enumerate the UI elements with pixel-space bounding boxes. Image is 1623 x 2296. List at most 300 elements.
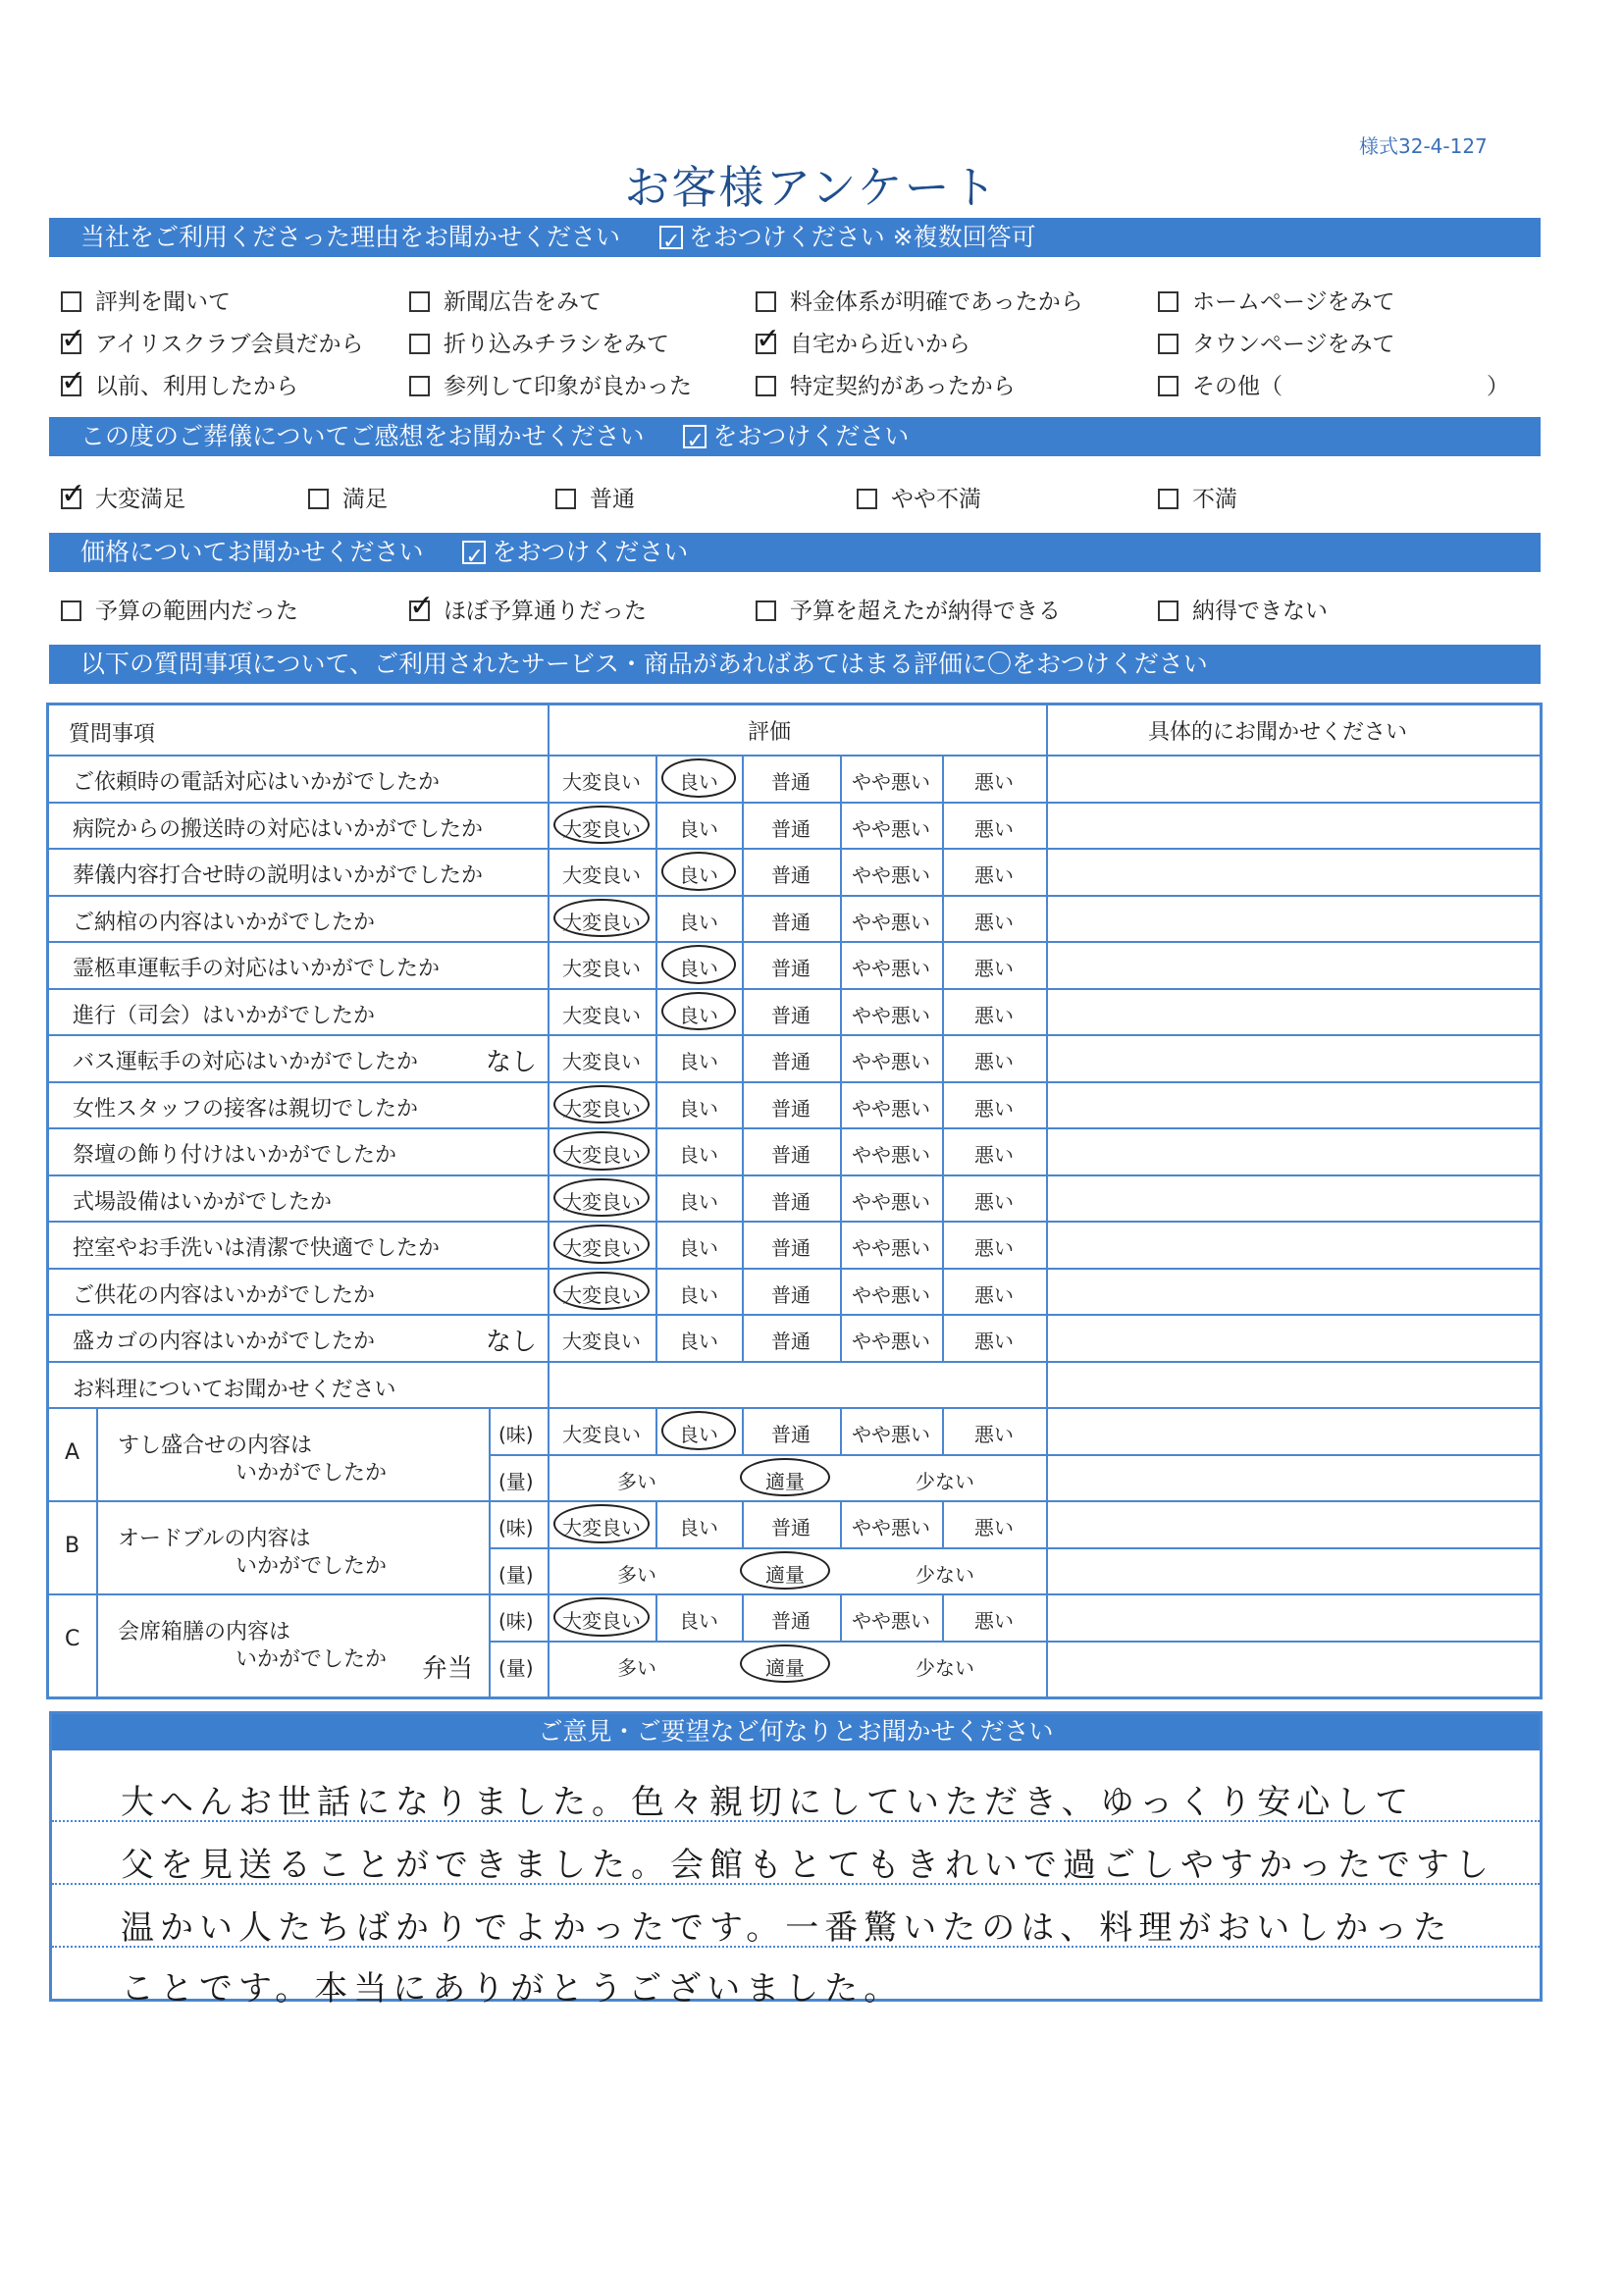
grid-line — [49, 1174, 1540, 1176]
checkbox-label: やや不満 — [891, 487, 981, 512]
rating-option[interactable]: 大変良い — [562, 1189, 641, 1214]
price-heading: 価格についてお聞かせください — [80, 538, 424, 566]
checkbox[interactable] — [61, 600, 81, 621]
question-text: 盛カゴの内容はいかがでしたか — [73, 1330, 376, 1354]
taste-label: (味) — [498, 1516, 534, 1539]
grid-line — [489, 1454, 1540, 1456]
checkbox-label: 納得できない — [1192, 599, 1328, 624]
rating-option[interactable]: 普通 — [771, 770, 811, 794]
checkbox-label: 予算の範囲内だった — [95, 599, 298, 624]
grid-line — [840, 1221, 842, 1268]
grid-line — [840, 1314, 842, 1361]
rating-option[interactable]: やや悪い — [852, 863, 930, 887]
rating-option[interactable]: 良い — [679, 1516, 718, 1539]
rating-option[interactable]: 良い — [679, 1096, 718, 1121]
selection-circle — [661, 945, 736, 984]
grid-line — [942, 1127, 944, 1174]
rating-option[interactable]: 悪い — [974, 957, 1014, 980]
grid-line — [49, 1081, 1540, 1083]
grid-line — [840, 1034, 842, 1081]
rating-option[interactable]: 良い — [679, 1143, 718, 1167]
rating-option[interactable]: 大変良い — [562, 1143, 641, 1167]
checkbox-icon — [462, 541, 486, 564]
grid-line — [49, 895, 1540, 897]
rating-option[interactable]: 大変良い — [562, 1330, 641, 1353]
instruction-text: をおつけください — [712, 422, 910, 450]
checkbox-option[interactable] — [1158, 481, 1237, 513]
question-text: バス運転手の対応はいかがでしたか — [73, 1050, 419, 1074]
selection-circle — [553, 806, 650, 845]
checkbox-label: 満足 — [342, 487, 388, 512]
checkbox-icon — [659, 226, 683, 249]
checkbox[interactable] — [409, 600, 430, 621]
taste-label: (味) — [498, 1609, 534, 1633]
checkbox-option[interactable] — [61, 368, 298, 400]
grid-line — [49, 755, 1540, 757]
checkbox-label: 特定契約があったから — [790, 374, 1016, 399]
grid-line — [742, 941, 744, 988]
grid-line — [49, 1500, 1540, 1502]
grid-line — [742, 1407, 744, 1454]
rating-option[interactable]: 良い — [679, 1423, 718, 1446]
grid-line — [655, 1500, 657, 1547]
grid-line — [840, 1127, 842, 1174]
grid-line — [742, 1034, 744, 1081]
rating-option[interactable]: 悪い — [974, 1236, 1014, 1260]
rating-option[interactable]: 大変良い — [562, 1609, 641, 1633]
grid-line — [840, 848, 842, 895]
selection-circle — [661, 992, 736, 1031]
checkbox[interactable] — [756, 291, 776, 312]
grid-line — [655, 1314, 657, 1361]
rating-option[interactable]: 大変良い — [562, 816, 641, 841]
handwritten-note: 弁当 — [422, 1654, 474, 1684]
rating-option[interactable]: やや悪い — [852, 910, 930, 934]
grid-line — [840, 1407, 842, 1454]
checkbox[interactable] — [61, 489, 81, 509]
rating-option[interactable]: 悪い — [974, 910, 1014, 934]
checkbox[interactable] — [555, 489, 576, 509]
grid-line — [742, 1081, 744, 1128]
food-item-name: オードブルの内容は — [118, 1527, 311, 1551]
selection-circle — [553, 1131, 650, 1171]
amount-option[interactable]: 少ない — [916, 1562, 974, 1587]
rating-option[interactable]: 悪い — [974, 1330, 1014, 1353]
grid-line — [49, 1361, 1540, 1363]
rating-option[interactable]: 良い — [679, 1236, 718, 1260]
checkbox-label: ホームページをみて — [1192, 289, 1395, 315]
grid-line — [96, 1407, 98, 1699]
grid-line — [942, 755, 944, 802]
checkbox-option[interactable] — [1158, 368, 1283, 400]
food-section-heading: お料理についてお聞かせください — [73, 1377, 396, 1402]
food-item-name: 会席箱膳の内容は — [118, 1620, 291, 1644]
checkbox-option[interactable] — [61, 326, 363, 358]
grid-line — [655, 1034, 657, 1081]
amount-option[interactable]: 適量 — [765, 1655, 805, 1680]
grid-line — [942, 1268, 944, 1315]
rating-option[interactable]: 良い — [679, 1189, 718, 1214]
selection-circle — [553, 1597, 650, 1637]
checkbox-label: 大変満足 — [95, 487, 185, 512]
grid-line — [655, 1174, 657, 1222]
question-text: 式場設備はいかがでしたか — [73, 1189, 333, 1215]
checkbox-label: 折り込みチラシをみて — [444, 332, 669, 357]
checkbox[interactable] — [61, 334, 81, 354]
rating-option[interactable]: 普通 — [771, 1003, 811, 1027]
rating-option[interactable]: やや悪い — [852, 770, 930, 794]
rating-option[interactable]: やや悪い — [852, 1189, 930, 1214]
rating-option[interactable]: 悪い — [974, 1143, 1014, 1167]
grid-line — [742, 848, 744, 895]
rating-option[interactable]: 悪い — [974, 1050, 1014, 1073]
amount-option[interactable]: 多い — [617, 1469, 656, 1493]
rating-option[interactable]: 良い — [679, 1003, 718, 1027]
grid-line — [742, 895, 744, 942]
grid-line — [489, 1407, 491, 1699]
question-text: ご依頼時の電話対応はいかがでしたか — [73, 770, 441, 795]
rating-option[interactable]: 普通 — [771, 1516, 811, 1539]
amount-option[interactable]: 少ない — [916, 1469, 974, 1493]
rating-option[interactable]: やや悪い — [852, 816, 930, 841]
price-instruction — [462, 538, 688, 566]
grid-line — [49, 941, 1540, 943]
grid-line — [840, 941, 842, 988]
checkbox-label: アイリスクラブ会員だから — [95, 332, 364, 357]
grid-line — [655, 1127, 657, 1174]
grid-line — [49, 1268, 1540, 1270]
rating-option[interactable]: やや悪い — [852, 1330, 930, 1353]
selection-circle — [553, 1225, 650, 1264]
reasons-instruction — [659, 223, 1036, 251]
rating-option[interactable]: 普通 — [771, 1609, 811, 1633]
rating-option[interactable]: 大変良い — [562, 1423, 641, 1446]
grid-line — [655, 755, 657, 802]
checkbox[interactable] — [1158, 334, 1178, 354]
checkbox-label: 新聞広告をみて — [444, 289, 602, 315]
rating-option[interactable]: やや悪い — [852, 1096, 930, 1121]
checkbox[interactable] — [409, 334, 430, 354]
grid-line — [742, 1314, 744, 1361]
food-item-question: いかがでしたか — [236, 1554, 388, 1579]
question-text: ご納棺の内容はいかがでしたか — [73, 910, 376, 935]
handwritten-note: なし — [486, 1048, 538, 1077]
checkbox[interactable] — [1158, 489, 1178, 509]
rating-option[interactable]: 悪い — [974, 1003, 1014, 1027]
grid-line — [49, 988, 1540, 990]
selection-circle — [553, 1178, 650, 1218]
checkbox-option[interactable] — [409, 368, 692, 400]
amount-option[interactable]: 多い — [617, 1655, 656, 1680]
checkbox-label: 参列して印象が良かった — [444, 374, 692, 399]
amount-option[interactable]: 適量 — [765, 1469, 805, 1493]
rating-option[interactable]: 普通 — [771, 1189, 811, 1214]
checkbox-label: 普通 — [590, 487, 635, 512]
rating-option[interactable]: 良い — [679, 863, 718, 887]
rating-option[interactable]: 普通 — [771, 1050, 811, 1073]
rating-option[interactable]: 良い — [679, 770, 718, 794]
amount-label: (量) — [498, 1469, 534, 1493]
selection-circle — [661, 852, 736, 891]
checkbox[interactable] — [756, 600, 776, 621]
rating-option[interactable]: 悪い — [974, 1609, 1014, 1633]
grid-line — [942, 1034, 944, 1081]
rating-option[interactable]: 普通 — [771, 1096, 811, 1121]
checkbox-option[interactable] — [61, 481, 185, 513]
checkbox[interactable] — [1158, 600, 1178, 621]
rating-option[interactable]: やや悪い — [852, 1282, 930, 1307]
taste-label: (味) — [498, 1423, 534, 1446]
rating-option[interactable]: 普通 — [771, 816, 811, 841]
grid-line — [655, 1407, 657, 1454]
food-letter: A — [65, 1440, 80, 1465]
rating-option[interactable]: 普通 — [771, 1282, 811, 1307]
grid-line — [655, 1593, 657, 1641]
grid-line — [840, 1174, 842, 1222]
grid-line — [49, 1407, 1540, 1409]
checkbox[interactable] — [409, 291, 430, 312]
rating-option[interactable]: 普通 — [771, 957, 811, 980]
grid-line — [742, 755, 744, 802]
selection-circle — [661, 1411, 736, 1450]
grid-line — [655, 802, 657, 849]
reasons-heading: 当社をご利用くださった理由をお聞かせください — [80, 223, 621, 251]
checkbox-option[interactable] — [756, 368, 1016, 400]
grid-line — [942, 1314, 944, 1361]
food-item-name: すし盛合せの内容は — [118, 1434, 313, 1458]
selection-circle — [553, 1085, 650, 1124]
grid-line — [742, 1221, 744, 1268]
grid-line — [742, 802, 744, 849]
selection-circle — [740, 1458, 830, 1497]
checkbox-icon — [683, 425, 707, 448]
rating-option[interactable]: 大変良い — [562, 863, 641, 887]
rating-option[interactable]: 大変良い — [562, 910, 641, 934]
question-text: 祭壇の飾り付けはいかがでしたか — [73, 1143, 397, 1168]
question-text: 控室やお手洗いは清潔で快適でしたか — [73, 1236, 441, 1261]
grid-line — [742, 1593, 744, 1641]
rating-option[interactable]: 良い — [679, 1609, 718, 1633]
grid-line — [49, 1127, 1540, 1129]
selection-circle — [553, 1504, 650, 1543]
checkbox-option[interactable] — [61, 593, 298, 625]
grid-line — [942, 1081, 944, 1128]
checkbox-option[interactable] — [1158, 593, 1328, 625]
amount-option[interactable]: 多い — [617, 1562, 656, 1587]
column-header-question: 質問事項 — [69, 722, 156, 747]
rating-option[interactable]: やや悪い — [852, 1003, 930, 1027]
checkbox[interactable] — [857, 489, 877, 509]
selection-circle — [740, 1644, 830, 1684]
grid-line — [840, 755, 842, 802]
grid-line — [655, 848, 657, 895]
grid-line — [742, 988, 744, 1035]
services-table — [46, 703, 1543, 1699]
grid-line — [655, 988, 657, 1035]
question-text: 葬儀内容打合せ時の説明はいかがでしたか — [73, 863, 484, 888]
food-letter: C — [65, 1627, 80, 1651]
rating-option[interactable]: 大変良い — [562, 1282, 641, 1307]
checkbox-option[interactable] — [756, 284, 1083, 316]
selection-circle — [661, 758, 736, 798]
services-header — [49, 645, 1541, 684]
grid-line — [742, 1268, 744, 1315]
grid-line — [942, 988, 944, 1035]
checkbox-label: 不満 — [1192, 487, 1237, 512]
checkbox-label: 予算を超えたが納得できる — [790, 599, 1061, 624]
food-item-question: いかがでしたか — [236, 1461, 388, 1486]
rating-option[interactable]: やや悪い — [852, 1423, 930, 1446]
rating-option[interactable]: 良い — [679, 957, 718, 980]
grid-line — [742, 1500, 744, 1547]
rating-option[interactable]: 大変良い — [562, 957, 641, 980]
checkbox-option[interactable] — [409, 593, 647, 625]
grid-line — [942, 802, 944, 849]
grid-line — [840, 988, 842, 1035]
grid-line — [489, 1641, 1540, 1643]
rating-option[interactable]: 大変良い — [562, 1050, 641, 1073]
checkbox-label: ほぼ予算通りだった — [444, 599, 647, 624]
rating-option[interactable]: 悪い — [974, 1282, 1014, 1307]
rating-option[interactable]: やや悪い — [852, 957, 930, 980]
grid-line — [840, 1268, 842, 1315]
rating-option[interactable]: 悪い — [974, 1096, 1014, 1121]
grid-line — [840, 1500, 842, 1547]
checkbox[interactable] — [61, 376, 81, 396]
rating-option[interactable]: 普通 — [771, 863, 811, 887]
rating-option[interactable]: やや悪い — [852, 1516, 930, 1539]
grid-line — [942, 1221, 944, 1268]
rating-option[interactable]: 悪い — [974, 1189, 1014, 1214]
grid-line — [49, 848, 1540, 850]
checkbox-label: その他（ — [1192, 374, 1283, 399]
checkbox-option[interactable] — [1158, 326, 1395, 358]
food-letter: B — [65, 1534, 80, 1558]
services-heading: 以下の質問事項について、ご利用されたサービス・商品があればあてはまる評価に〇をおつけください — [80, 650, 1208, 678]
grid-line — [49, 802, 1540, 804]
rating-option[interactable]: 悪い — [974, 816, 1014, 841]
checkbox[interactable] — [1158, 376, 1178, 396]
grid-line — [655, 895, 657, 942]
rating-option[interactable]: 大変良い — [562, 1003, 641, 1027]
grid-line — [655, 1268, 657, 1315]
rating-option[interactable]: 大変良い — [562, 1096, 641, 1121]
selection-circle — [553, 899, 650, 938]
reasons-header — [49, 218, 1541, 257]
instruction-text: をおつけください — [492, 538, 689, 566]
checkbox-option[interactable] — [857, 481, 981, 513]
checkbox-option[interactable] — [61, 284, 231, 316]
question-text: 霊柩車運転手の対応はいかがでしたか — [73, 957, 441, 981]
food-item-question: いかがでしたか — [236, 1647, 388, 1672]
amount-label: (量) — [498, 1655, 534, 1680]
grid-line — [49, 1034, 1540, 1036]
amount-option[interactable]: 適量 — [765, 1562, 805, 1587]
question-text: 進行（司会）はいかがでしたか — [73, 1003, 376, 1028]
checkbox[interactable] — [308, 489, 329, 509]
rating-option[interactable]: 悪い — [974, 1516, 1014, 1539]
comments-heading: ご意見・ご要望など何なりとお聞かせください — [538, 1717, 1054, 1746]
checkbox[interactable] — [756, 376, 776, 396]
checkbox[interactable] — [1158, 291, 1178, 312]
rating-option[interactable]: 良い — [679, 1330, 718, 1353]
checkbox[interactable] — [756, 334, 776, 354]
grid-line — [942, 1593, 944, 1641]
checkbox-option[interactable] — [1158, 284, 1395, 316]
rating-option[interactable]: 普通 — [771, 1330, 811, 1353]
grid-line — [655, 1221, 657, 1268]
checkbox[interactable] — [409, 376, 430, 396]
checkbox-option[interactable] — [555, 481, 635, 513]
grid-line — [742, 1174, 744, 1222]
question-text: 病院からの搬送時の対応はいかがでしたか — [73, 816, 484, 842]
grid-line — [840, 802, 842, 849]
form-code: 様式32-4-127 — [1359, 134, 1488, 158]
rating-option[interactable]: 良い — [679, 1050, 718, 1073]
grid-line — [1046, 705, 1048, 1699]
rating-option[interactable]: 良い — [679, 1282, 718, 1307]
rating-option[interactable]: やや悪い — [852, 1143, 930, 1167]
checkbox[interactable] — [61, 291, 81, 312]
rating-option[interactable]: やや悪い — [852, 1236, 930, 1260]
grid-line — [489, 1547, 1540, 1549]
grid-line — [942, 848, 944, 895]
amount-label: (量) — [498, 1562, 534, 1587]
rating-option[interactable]: 大変良い — [562, 1516, 641, 1539]
rating-option[interactable]: やや悪い — [852, 1050, 930, 1073]
checkbox-label: 料金体系が明確であったから — [790, 289, 1083, 315]
grid-line — [840, 1593, 842, 1641]
grid-line — [942, 1407, 944, 1454]
rating-option[interactable]: 悪い — [974, 863, 1014, 887]
checkbox-option[interactable] — [409, 284, 602, 316]
rating-option[interactable]: 良い — [679, 816, 718, 841]
grid-line — [655, 941, 657, 988]
impression-heading: この度のご葬儀についてご感想をお聞かせください — [80, 422, 645, 450]
rating-option[interactable]: 大変良い — [562, 770, 641, 794]
question-text: 女性スタッフの接客は親切でしたか — [73, 1096, 419, 1122]
grid-line — [840, 895, 842, 942]
rating-option[interactable]: 普通 — [771, 910, 811, 934]
rating-option[interactable]: 普通 — [771, 1143, 811, 1167]
grid-line — [742, 1127, 744, 1174]
question-text: ご供花の内容はいかがでしたか — [73, 1282, 376, 1308]
grid-line — [942, 941, 944, 988]
rating-option[interactable]: 大変良い — [562, 1236, 641, 1260]
amount-option[interactable]: 少ない — [916, 1655, 974, 1680]
rating-option[interactable]: 悪い — [974, 770, 1014, 794]
grid-line — [942, 1500, 944, 1547]
checkbox-option[interactable] — [308, 481, 388, 513]
rating-option[interactable]: 普通 — [771, 1236, 811, 1260]
checkbox-label: 以前、利用したから — [95, 374, 298, 399]
selection-circle — [740, 1551, 830, 1591]
checkbox-option[interactable] — [756, 593, 1061, 625]
rating-option[interactable]: やや悪い — [852, 1609, 930, 1633]
rating-option[interactable]: 普通 — [771, 1423, 811, 1446]
checkbox-option[interactable] — [409, 326, 669, 358]
rating-option[interactable]: 良い — [679, 910, 718, 934]
grid-line — [49, 1314, 1540, 1316]
checkbox-option[interactable] — [756, 326, 970, 358]
comment-line: 大へんお世話になりました。色々親切にしていただき、ゆっくり安心して — [121, 1783, 1415, 1822]
rating-option[interactable]: 悪い — [974, 1423, 1014, 1446]
column-header-comment: 具体的にお聞かせください — [1148, 720, 1408, 745]
other-close-paren: ） — [1487, 374, 1509, 399]
checkbox-label: 評判を聞いて — [95, 289, 231, 315]
comments-box[interactable] — [49, 1711, 1543, 2009]
page-title: お客様アンケート — [624, 161, 999, 214]
